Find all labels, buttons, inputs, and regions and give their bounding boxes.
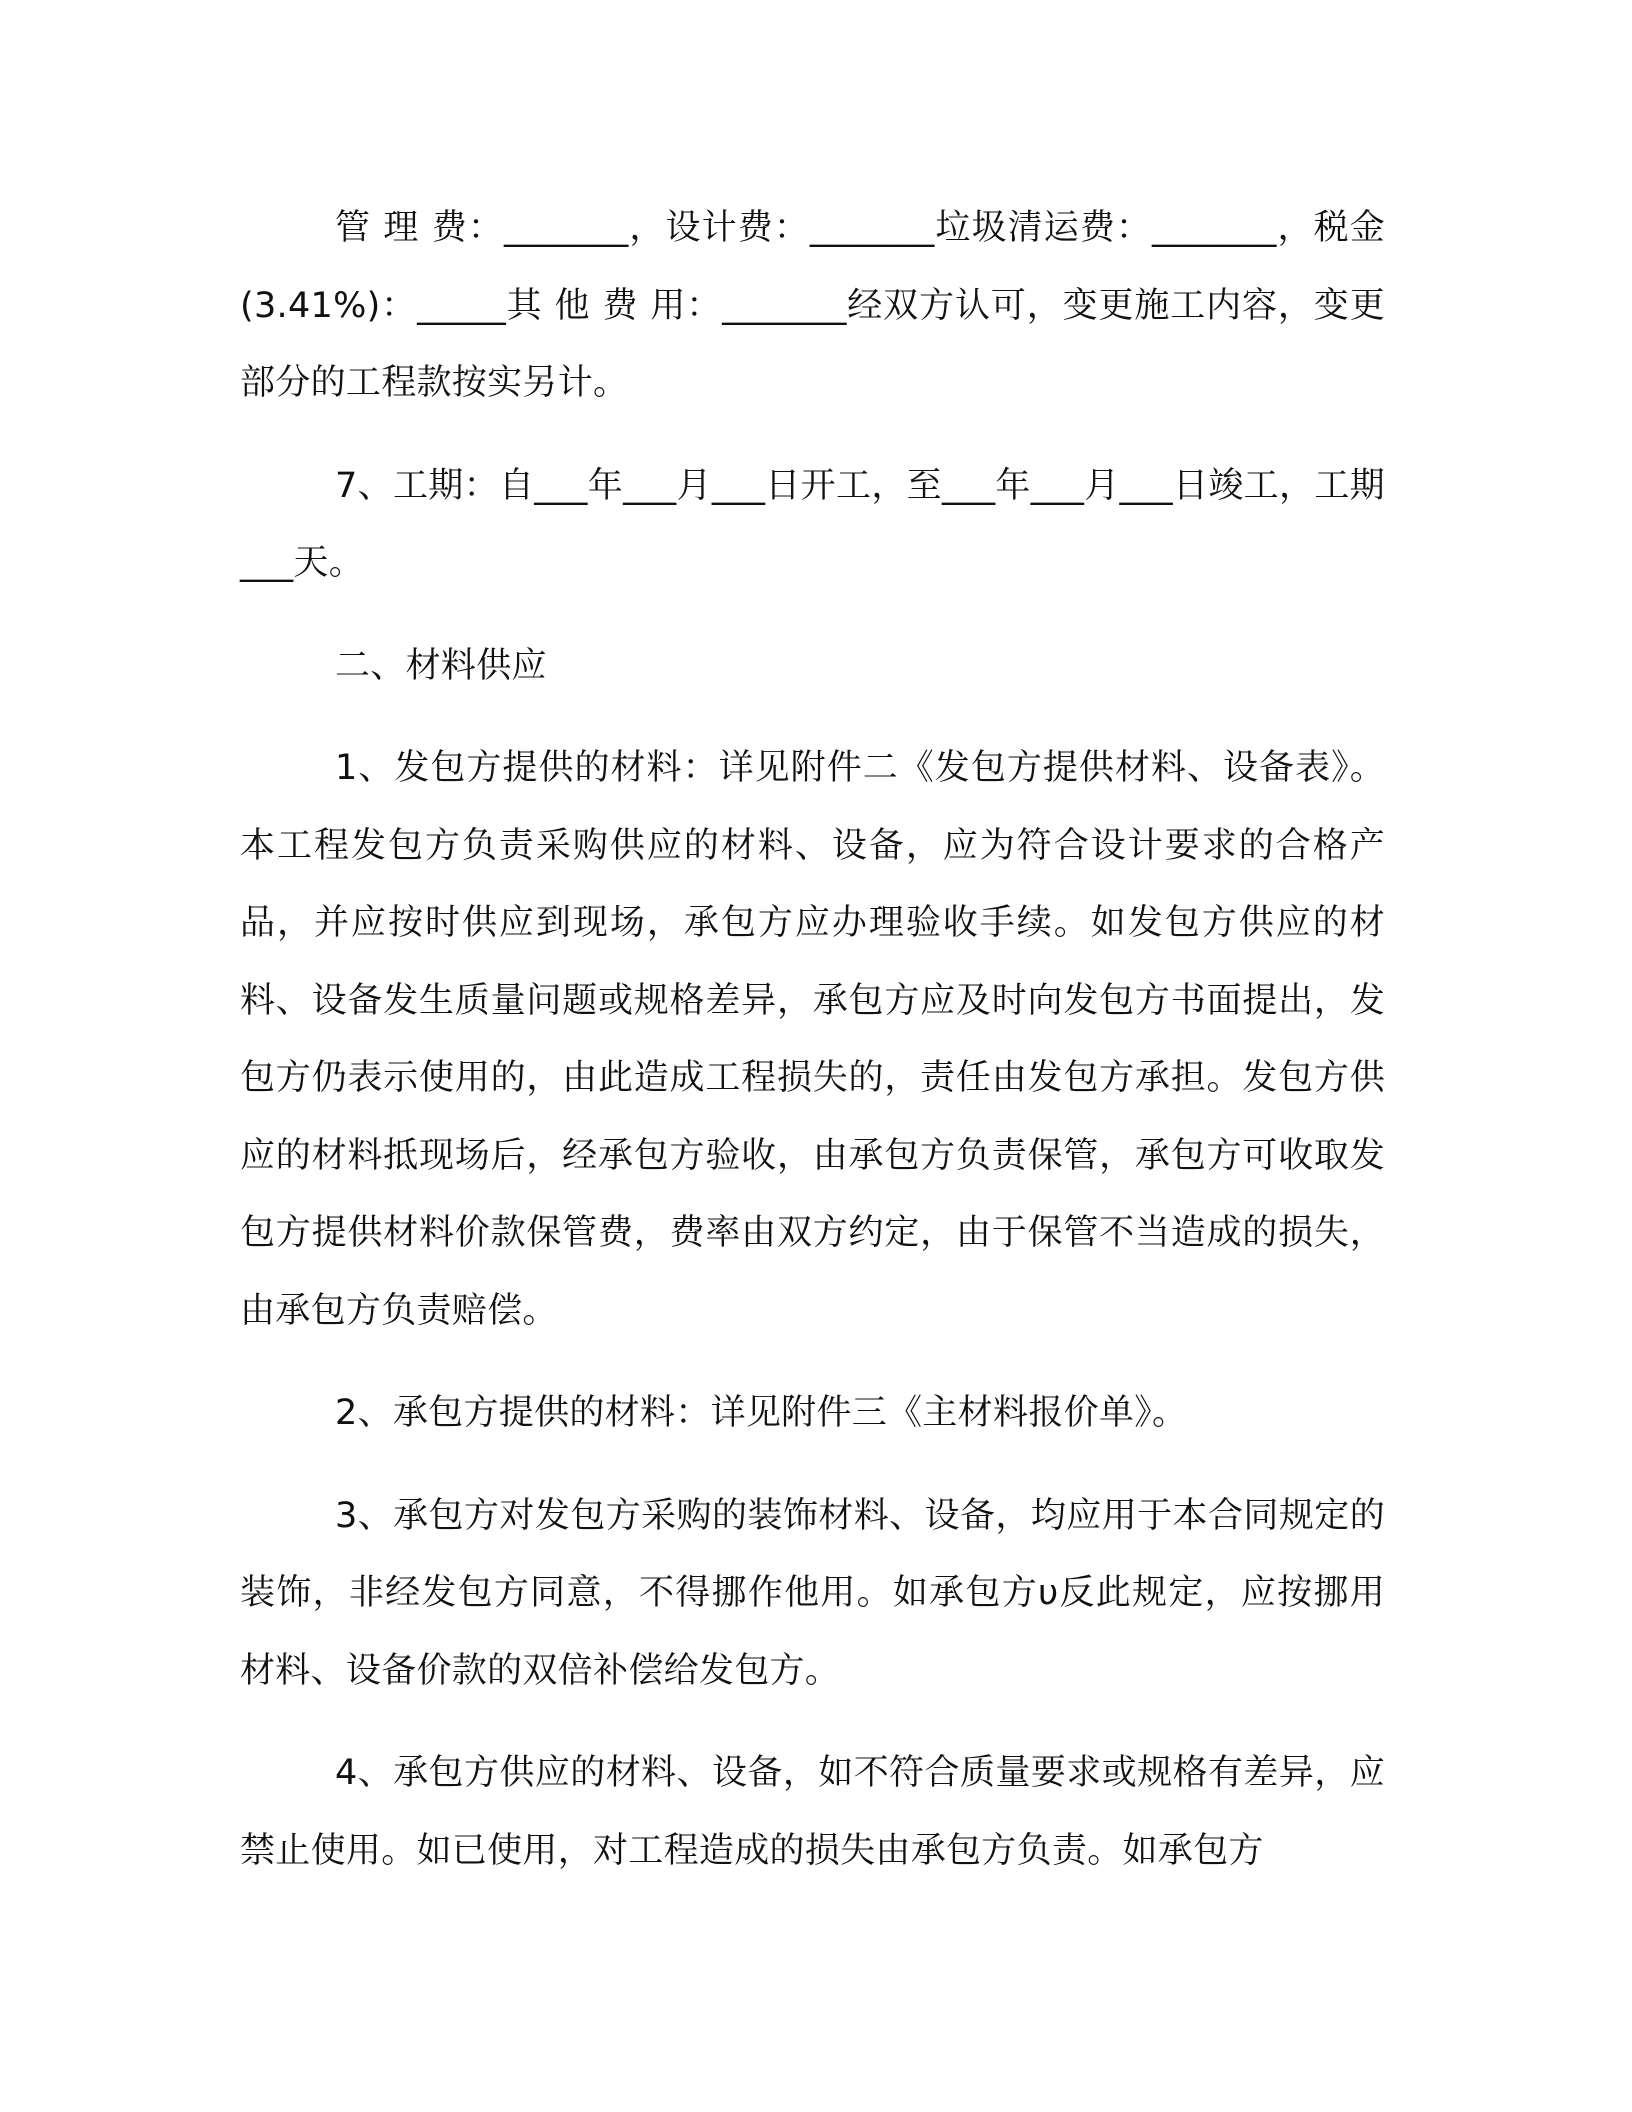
document-body bbox=[240, 190, 1385, 1915]
paragraph-material-use: 3、承包方对发包方采购的装饰材料、设备，均应用于本合同规定的装饰，非经发包方同意，不得挪作他用。如承包方υ反此规定，应按挪用材料、设备价款的双倍补偿给发包方。 bbox=[240, 1495, 1385, 1691]
paragraph-contractor-materials: 2、承包方提供的材料：详见附件三《主材料报价单》。 bbox=[335, 1393, 1188, 1433]
paragraph-fees: 管 理 费：_______，设计费：_______垃圾清运费：_______，税金(3.41%)：_____其 他 费 用：_______经双方认可，变更施工内容，变更部分的工程款按实另计。 bbox=[240, 208, 1385, 403]
paragraph-owner-materials: 1、发包方提供的材料：详见附件二《发包方提供材料、设备表》。本工程发包方负责采购供应的材料、设备，应为符合设计要求的合格产品，并应按时供应到现场，承包方应办理验收手续。如发包方供应的材料、设备发生质量问题或规格差异，承包方应及时向发包方书面提出，发包方仍表示使用的，由此造成工程损失的，责任由发包方承担。发包方供应的材料抵现场后，经承包方验收，由承包方负责保管，承包方可收取发包方提供材料价款保管费，费率由双方约定，由于保管不当造成的损失，由承包方负责赔偿。 bbox=[240, 748, 1385, 1331]
paragraph-material-quality: 4、承包方供应的材料、设备，如不符合质量要求或规格有差异，应禁止使用。如已使用，对工程造成的损失由承包方负责。如承包方 bbox=[240, 1753, 1385, 1871]
section-heading-material-supply: 二、材料供应 bbox=[335, 645, 547, 686]
paragraph-schedule: 7、工期：自___年___月___日开工，至___年___月___日竣工，工期___天。 bbox=[240, 465, 1385, 583]
